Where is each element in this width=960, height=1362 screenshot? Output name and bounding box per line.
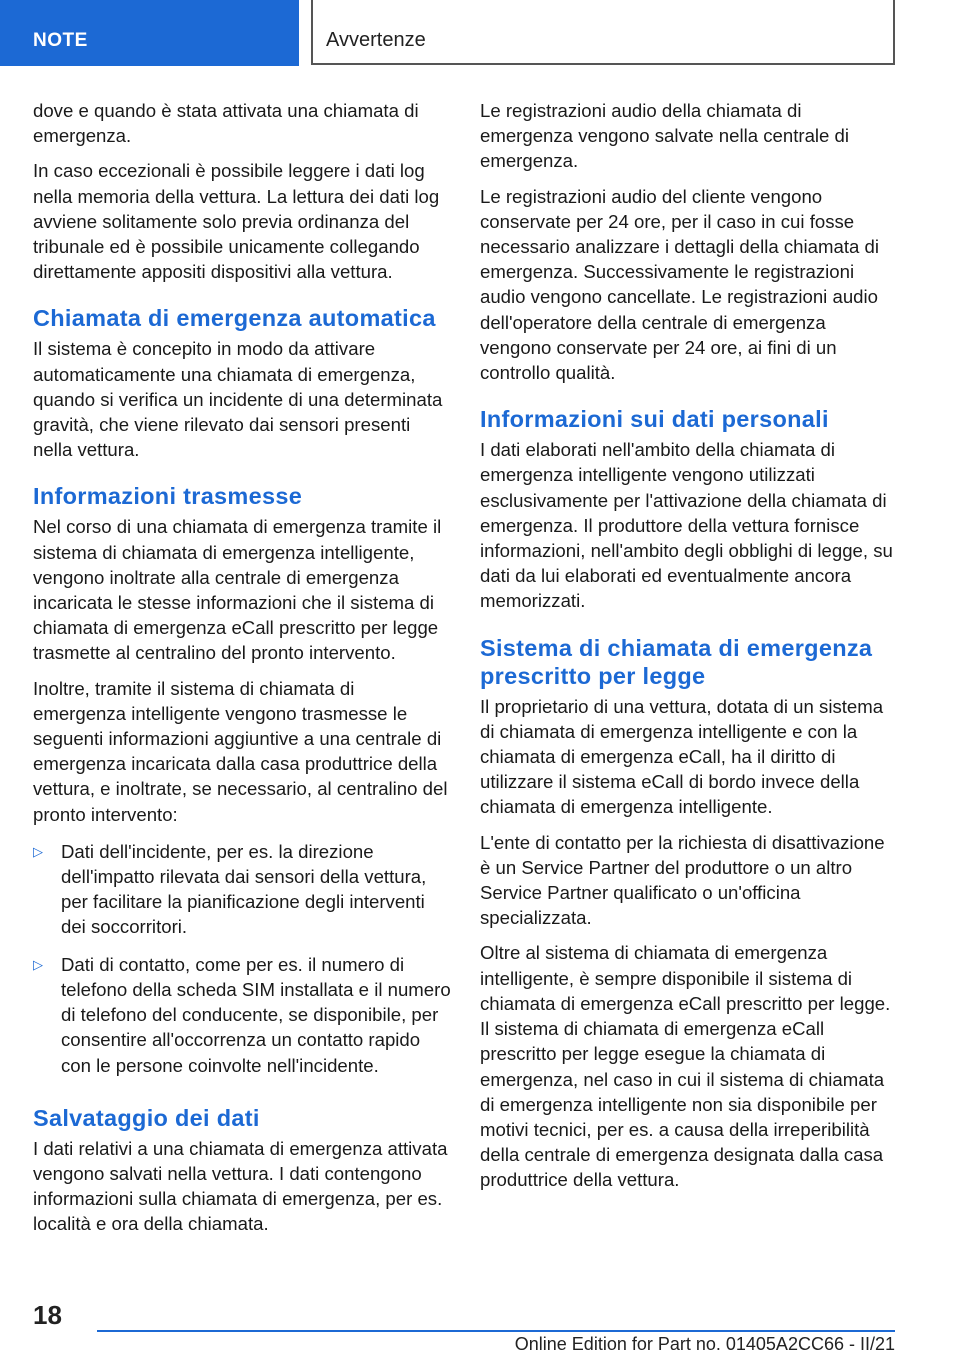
heading-transmitted-info: Informazioni trasmesse: [33, 483, 303, 510]
paragraph: Inoltre, tramite il sistema di chiamata di emergenza intelligente vengono trasmesse le seguenti informazioni aggiuntive a una centrale di emergenza incaricata dalla casa produttrice della vettura, e inoltrate, se necessario, al centralino del pronto intervento:: [33, 677, 448, 825]
left-column: [33, 98, 451, 1247]
page-number: 18: [33, 1300, 62, 1330]
right-column: [480, 98, 898, 1203]
paragraph: Le registrazioni audio della chiamata di emergenza vengono salvate nella centrale di emergenza.: [480, 100, 850, 172]
chapter-tab[interactable]: NOTE: [0, 0, 299, 66]
paragraph: In caso eccezionali è possibile leggere i dati log nella memoria della vettura. La lettura dei dati log avviene solitamente solo previa ordinanza del tribunale ed è possibile unicamente collegando direttamente appositi dispositivi alla vettura.: [33, 160, 440, 283]
paragraph: I dati elaborati nell'ambito della chiamata di emergenza intelligente vengono utilizzati esclusivamente per l'attivazione della chiamata di emergenza. Il produttore della vettura fornisce informazioni, nell'ambito degli obblighi di legge, su dati da lui elaborati ed eventualmente ancora memorizzati.: [480, 439, 893, 612]
heading-automatic-call: Chiamata di emergenza automatica: [33, 305, 436, 332]
list-item: [33, 839, 451, 940]
triangle-bullet-icon: ▷: [33, 956, 43, 972]
heading-data-storage: Salvataggio dei dati: [33, 1104, 260, 1131]
paragraph: dove e quando è stata attivata una chiamata di emergenza.: [33, 100, 419, 147]
section-title: Avvertenze: [311, 0, 895, 65]
list-item-text: Dati di contatto, come per es. il numero di telefono della scheda SIM installata e il numero di telefono del conducente, se disponibile, per consentire all'occorrenza un contatto rapido con le persone coinvolte nell'incidente.: [61, 953, 451, 1076]
paragraph: Le registrazioni audio del cliente vengono conservate per 24 ore, per il caso in cui fosse necessario analizzare i dettagli della chiamata di emergenza. Successivamente le registrazioni audio vengono cancellate. Le registrazioni audio dell'operatore della centrale di emergenza vengono conservate per 24 ore, ai fini di un controllo qualità.: [480, 185, 879, 384]
paragraph: Oltre al sistema di chiamata di emergenza intelligente, è sempre disponibile il sistema di chiamata di emergenza eCall prescritto per legge. Il sistema di chiamata di emergenza eCall prescritto per legge esegue la chiamata di emergenza, nel caso in cui il sistema di chiamata di emergenza intelligente non sia disponibile per motivi tecnici, per es. a causa della irreperibilità della centrale di emergenza designata dalla casa produttrice della vettura.: [480, 942, 891, 1191]
heading-legal-system: Sistema di chiamata di emergenza prescritto per legge: [480, 634, 873, 689]
paragraph: Il sistema è concepito in modo da attivare automaticamente una chiamata di emergenza, quando si verifica un incidente di una determinata gravità, che viene rilevato dai sensori presenti nella vettura.: [33, 338, 443, 461]
paragraph: L'ente di contatto per la richiesta di disattivazione è un Service Partner del produttore o un altro Service Partner qualificato o un'officina specializzata.: [480, 831, 885, 929]
paragraph: Il proprietario di una vettura, dotata di un sistema di chiamata di emergenza intelligente e con la chiamata di emergenza eCall, ha il diritto di utilizzare il sistema eCall di bordo invece della chiamata di emergenza intelligente.: [480, 695, 884, 818]
footer-edition: Online Edition for Part no. 01405A2CC66 - II/21: [514, 1334, 895, 1354]
bullet-list: [33, 839, 451, 1078]
paragraph: I dati relativi a una chiamata di emergenza attivata vengono salvati nella vettura. I dati contengono informazioni sulla chiamata di emergenza, per es. località e ora della chiamata.: [33, 1137, 448, 1235]
triangle-bullet-icon: ▷: [33, 843, 43, 859]
footer-divider: [97, 1330, 895, 1332]
paragraph: Nel corso di una chiamata di emergenza tramite il sistema di chiamata di emergenza intelligente, vengono inoltrate alla centrale di emergenza incaricata le stesse informazioni che il sistema di chiamata di emergenza eCall prescritto per legge trasmette al centralino del pronto intervento.: [33, 516, 442, 664]
list-item: [33, 952, 451, 1078]
heading-personal-data: Informazioni sui dati personali: [480, 406, 829, 433]
list-item-text: Dati dell'incidente, per es. la direzione dell'impatto rilevata dai sensori della vettura, per facilitare la pianificazione degli interventi dei soccorritori.: [61, 840, 427, 938]
